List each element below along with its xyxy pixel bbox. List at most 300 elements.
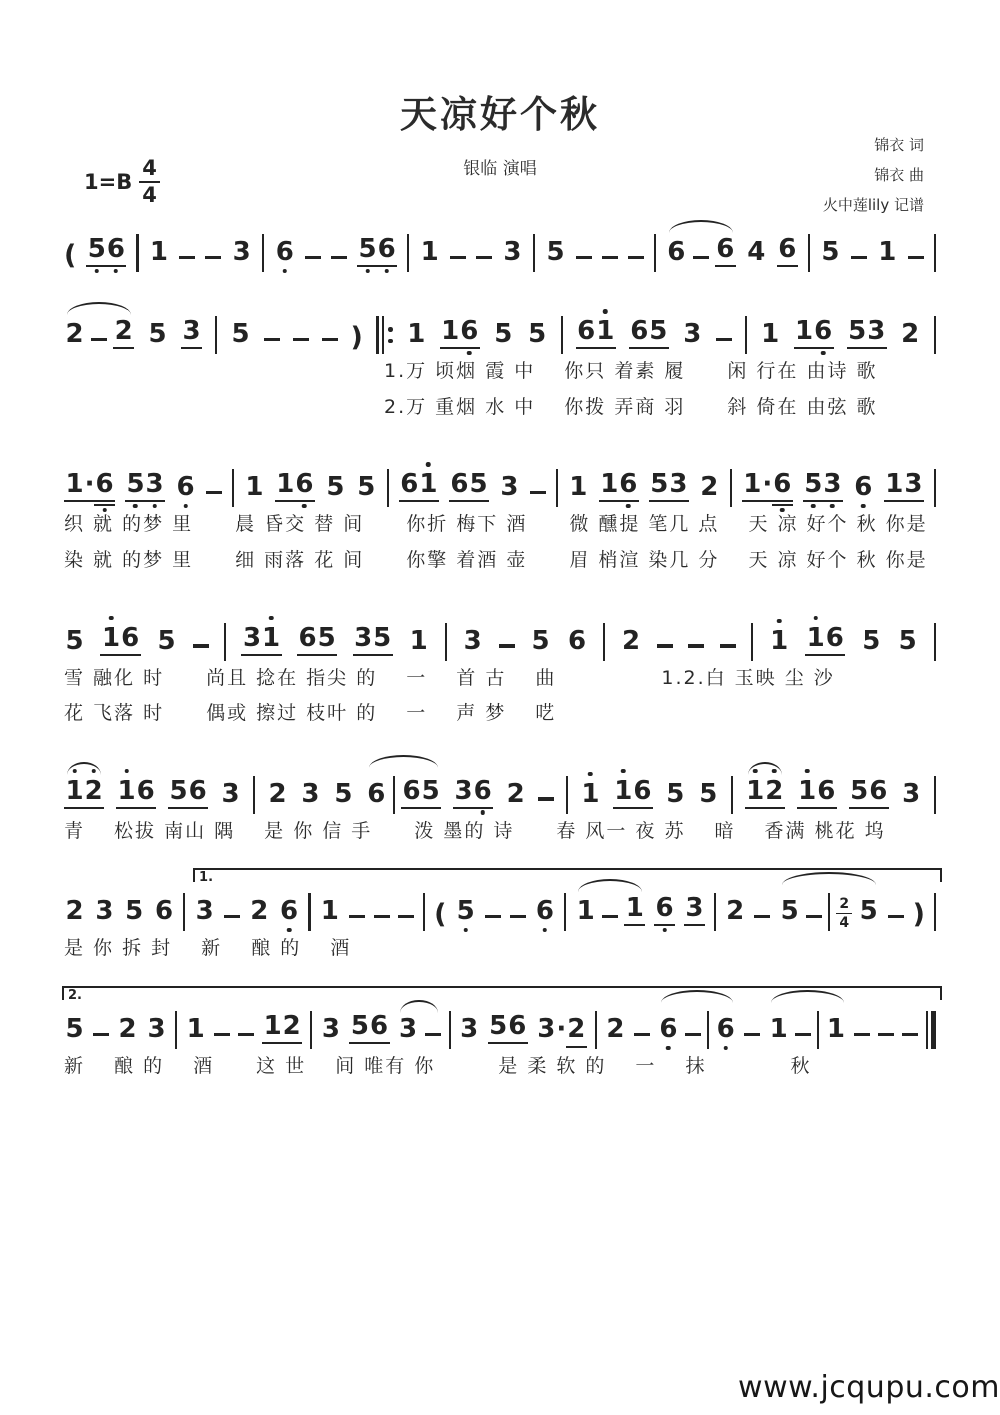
watermark-url: www.jcqupu.com xyxy=(738,1370,1000,1405)
note-beam xyxy=(698,778,719,809)
parenthesis: ) xyxy=(350,322,363,353)
duration-dash xyxy=(305,256,321,259)
lyrics-row: 新 酿 的 酒 这 世 间 唯有 你 是 柔 软 的 一 抹 秋 xyxy=(64,1055,812,1078)
note-beam xyxy=(64,471,115,502)
note-token xyxy=(459,1016,480,1044)
duration-dash xyxy=(902,1033,918,1036)
note-token xyxy=(621,625,642,656)
note-token xyxy=(715,236,736,267)
note-digit: 2 xyxy=(282,1011,301,1042)
note-beam xyxy=(777,236,798,267)
duration-dash xyxy=(293,338,309,341)
note-digit: 5 xyxy=(848,316,867,346)
note-digit: 5 xyxy=(546,237,565,267)
note-beam xyxy=(113,318,134,349)
note-digit: 1 xyxy=(409,625,428,656)
note-token xyxy=(64,775,104,809)
note-token xyxy=(545,239,566,267)
duration-dash xyxy=(685,1033,701,1036)
note-digit: 6 xyxy=(655,895,674,921)
note-beam xyxy=(453,775,493,809)
note-token xyxy=(746,239,767,267)
lyrics-row: 织 就 的梦 里 晨 昏交 替 间 你折 梅下 酒 微 醺提 笔几 点 天 凉 好个 秋 你是 xyxy=(64,513,928,536)
score-line xyxy=(64,291,936,420)
note-token xyxy=(877,239,898,267)
note-beam xyxy=(94,898,115,926)
note-digit: · xyxy=(556,1014,567,1045)
note-beam xyxy=(599,471,639,502)
octave-dot-high xyxy=(588,772,593,777)
score-line xyxy=(64,444,936,573)
note-token xyxy=(760,321,781,349)
note-digit: 3 xyxy=(95,896,114,927)
note-token xyxy=(449,471,489,502)
note-digit: 3 xyxy=(460,1014,479,1045)
note-digit: 6 xyxy=(716,234,735,264)
note-digit: 3 xyxy=(147,1014,166,1045)
octave-dot-low xyxy=(133,504,138,509)
note-token xyxy=(357,236,397,267)
note-token xyxy=(419,239,440,267)
note-token xyxy=(146,1016,167,1044)
time-change-denominator: 4 xyxy=(839,915,850,932)
note-digit: 5 xyxy=(87,236,106,262)
barline xyxy=(533,234,535,272)
note-beam xyxy=(654,895,675,926)
note-beam xyxy=(684,895,705,926)
note-token xyxy=(406,321,427,349)
note-token xyxy=(113,318,134,349)
note-digit: 2 xyxy=(726,896,745,927)
note-digit: 6 xyxy=(659,1016,678,1042)
note-token xyxy=(64,1016,85,1044)
barline xyxy=(564,893,566,931)
note-beam xyxy=(715,236,736,267)
octave-dot-high xyxy=(109,616,114,621)
note-token xyxy=(124,898,145,926)
duration-dash xyxy=(264,338,280,341)
notes-row xyxy=(64,893,936,932)
barline xyxy=(232,469,234,507)
lyrics-row: 1.万 顷烟 霞 中 你只 着素 履 闲 行在 由诗 歌 xyxy=(384,360,878,382)
note-token xyxy=(297,622,337,656)
barline xyxy=(828,893,830,931)
note-digit: 6 xyxy=(136,775,155,806)
note-token xyxy=(185,1016,206,1044)
note-token xyxy=(768,1016,789,1044)
notes-row xyxy=(64,316,936,353)
duration-dash xyxy=(93,1033,109,1036)
note-token xyxy=(666,239,687,267)
duration-dash xyxy=(91,338,107,341)
note-token xyxy=(408,625,429,656)
note-beam xyxy=(861,625,882,656)
note-token xyxy=(319,898,340,926)
barline xyxy=(308,893,310,931)
duration-dash xyxy=(179,256,195,259)
note-beam xyxy=(274,239,295,267)
note-digit: 1 xyxy=(149,237,168,267)
note-beam xyxy=(768,1016,789,1044)
note-digit: 3 xyxy=(398,1014,418,1045)
note-digit: 3 xyxy=(503,237,522,267)
note-token xyxy=(566,625,587,656)
note-beam xyxy=(900,321,921,349)
note-token xyxy=(94,898,115,926)
note-beam xyxy=(760,321,781,349)
note-digit: 1 xyxy=(407,319,426,349)
barline xyxy=(556,469,558,507)
note-beam xyxy=(147,321,168,349)
repeat-start-sign xyxy=(376,316,393,354)
note-digit: 1 xyxy=(420,237,439,267)
note-digit: 1 xyxy=(576,896,595,927)
octave-dot-low xyxy=(662,928,667,933)
duration-dash xyxy=(322,338,338,341)
note-beam xyxy=(64,321,85,349)
note-digit: 5 xyxy=(859,896,878,927)
note-beam xyxy=(877,239,898,267)
note-digit: 5 xyxy=(421,775,440,806)
note-beam xyxy=(230,321,251,349)
octave-dot-low xyxy=(287,928,292,933)
note-beam xyxy=(366,778,387,809)
note-digit: 2 xyxy=(114,316,133,346)
note-token xyxy=(858,898,879,926)
barline xyxy=(731,776,733,814)
note-digit: 5 xyxy=(65,625,84,656)
octave-dot-high xyxy=(813,616,818,621)
note-token xyxy=(769,625,790,656)
octave-dot-low xyxy=(830,504,835,509)
note-beam xyxy=(566,625,587,656)
note-beam xyxy=(847,318,887,349)
slur-group xyxy=(64,318,134,349)
parenthesis: ) xyxy=(912,899,925,931)
note-token xyxy=(397,1016,418,1044)
note-digit: 1 xyxy=(885,469,904,500)
note-token xyxy=(505,778,526,809)
note-token xyxy=(536,1016,587,1044)
duration-dash xyxy=(628,256,644,259)
note-digit: 2 xyxy=(65,896,84,927)
sixteenth-beam xyxy=(94,504,115,507)
duration-dash xyxy=(499,644,515,647)
score-line xyxy=(64,751,936,845)
duration-dash xyxy=(450,256,466,259)
barline xyxy=(136,234,138,272)
note-beam xyxy=(820,239,841,267)
note-token xyxy=(274,239,295,267)
notes-row xyxy=(64,470,936,502)
note-beam xyxy=(231,239,252,267)
note-beam xyxy=(769,625,790,656)
duration-dash xyxy=(425,1033,441,1036)
duration-dash xyxy=(854,1033,870,1036)
note-token xyxy=(580,778,601,809)
volta-label: 2. xyxy=(68,988,82,1004)
note-beam xyxy=(408,625,429,656)
note-token xyxy=(279,898,300,926)
duration-dash xyxy=(538,797,554,800)
note-token xyxy=(168,775,208,809)
slur-group xyxy=(768,1006,846,1044)
note-beam xyxy=(527,321,548,349)
barline xyxy=(934,234,936,272)
note-token xyxy=(267,778,288,809)
score xyxy=(64,209,936,1080)
note-digit: 3 xyxy=(685,893,704,924)
note-beam xyxy=(356,474,377,502)
octave-dot-low xyxy=(183,504,188,509)
note-digit: · xyxy=(762,469,773,500)
note-token xyxy=(884,471,924,502)
note-token xyxy=(568,474,589,502)
note-beam xyxy=(64,775,104,809)
note-digit: 6 xyxy=(825,622,844,653)
note-token xyxy=(699,474,720,502)
note-beam xyxy=(499,474,520,502)
note-beam xyxy=(148,239,169,267)
eighth-beam xyxy=(566,1046,587,1049)
notes-row xyxy=(64,777,936,809)
note-beam xyxy=(357,236,397,267)
note-digit: 1 xyxy=(441,316,460,346)
score-line xyxy=(64,868,936,962)
note-digit: 6 xyxy=(619,471,638,497)
note-digit: 1 xyxy=(614,778,633,804)
note-beam xyxy=(297,622,337,656)
note-digit: 3 xyxy=(867,316,886,346)
note-beam xyxy=(534,898,555,926)
note-beam xyxy=(530,625,551,656)
note-token xyxy=(194,898,215,926)
note-beam xyxy=(146,1016,167,1044)
note-digit: 2 xyxy=(506,778,525,809)
note-token xyxy=(499,474,520,502)
note-token xyxy=(658,1016,679,1044)
note-beam xyxy=(621,625,642,656)
note-digit: 5 xyxy=(862,625,881,656)
note-beam xyxy=(117,1016,138,1044)
note-beam xyxy=(419,239,440,267)
octave-dot-high xyxy=(621,769,626,774)
duration-dash xyxy=(331,256,347,259)
note-digit: 1 xyxy=(806,625,825,651)
octave-dot-low xyxy=(821,351,826,356)
note-token xyxy=(175,474,196,502)
note-digit: 1 xyxy=(770,628,789,654)
note-digit: 6 xyxy=(854,474,873,500)
note-beam xyxy=(746,239,767,267)
duration-dash xyxy=(602,256,618,259)
note-beam xyxy=(794,318,834,349)
note-beam xyxy=(897,625,918,656)
note-digit: 6 xyxy=(176,474,195,500)
note-digit: 5 xyxy=(469,469,488,500)
duration-dash xyxy=(374,915,390,918)
note-digit: 6 xyxy=(400,469,419,500)
note-digit: 1 xyxy=(263,1011,282,1042)
note-digit: 6 xyxy=(106,236,125,262)
octave-dot-low xyxy=(861,504,866,509)
slur-group xyxy=(745,775,785,809)
note-token xyxy=(401,775,441,809)
note-digit: 6 xyxy=(377,236,396,262)
slur-group xyxy=(397,1016,440,1044)
note-token xyxy=(86,236,126,267)
repeat-thick-bar xyxy=(376,316,380,354)
note-digit: 6 xyxy=(402,775,421,806)
note-digit: 5 xyxy=(650,469,669,500)
duration-dash xyxy=(510,915,526,918)
note-digit: 5 xyxy=(231,319,250,349)
note-beam xyxy=(319,898,340,926)
note-beam xyxy=(462,625,483,656)
note-token xyxy=(605,1016,626,1044)
lyrics-row: 花 飞落 时 偶或 擦过 枝叶 的 一 声 梦 呓 xyxy=(64,702,557,725)
octave-dot-high xyxy=(426,462,431,467)
note-digit: 5 xyxy=(531,625,550,656)
time-signature-numerator: 4 xyxy=(139,158,160,183)
duration-dash xyxy=(349,915,365,918)
note-digit: 1 xyxy=(186,1014,205,1045)
note-digit: 5 xyxy=(157,625,176,656)
note-beam xyxy=(658,1016,679,1044)
note-beam xyxy=(568,474,589,502)
note-digit: 6 xyxy=(154,896,174,927)
note-digit: 6 xyxy=(716,1016,735,1042)
note-token xyxy=(820,239,841,267)
note-token xyxy=(613,775,653,809)
note-beam xyxy=(682,321,703,349)
octave-dot-high xyxy=(603,309,608,314)
note-token xyxy=(231,239,252,267)
note-beam xyxy=(353,622,393,656)
barline xyxy=(934,623,936,661)
page-title: 天凉好个秋 xyxy=(400,93,600,136)
note-digit: 3 xyxy=(221,778,240,809)
note-beam xyxy=(575,898,596,926)
note-digit: 3 xyxy=(902,778,921,809)
barline xyxy=(215,316,217,354)
duration-dash xyxy=(206,491,222,494)
note-token xyxy=(794,318,834,349)
repeat-dot xyxy=(388,327,393,332)
note-beam xyxy=(505,778,526,809)
note-token xyxy=(825,1016,846,1044)
note-beam xyxy=(629,318,669,349)
duration-dash xyxy=(602,915,618,918)
note-digit: 2 xyxy=(268,778,287,809)
note-digit: 1 xyxy=(769,1014,788,1045)
note-digit: 1 xyxy=(245,472,264,503)
note-digit: 6 xyxy=(473,778,492,804)
note-beam xyxy=(605,1016,626,1044)
note-beam xyxy=(262,1013,302,1044)
slur-group xyxy=(366,771,441,809)
note-token xyxy=(333,778,354,809)
notes-row xyxy=(64,234,936,271)
note-beam xyxy=(125,471,165,502)
octave-dot-low xyxy=(95,269,100,274)
note-token xyxy=(399,471,439,502)
note-beam xyxy=(64,1016,85,1044)
note-digit: 6 xyxy=(630,316,649,346)
duration-dash xyxy=(224,915,240,918)
note-beam xyxy=(320,1016,341,1044)
barline xyxy=(183,893,185,931)
note-beam xyxy=(797,775,837,809)
note-token xyxy=(100,622,140,656)
note-digit: 5 xyxy=(65,1014,84,1045)
octave-dot-high xyxy=(124,769,129,774)
note-digit: 6 xyxy=(535,898,554,924)
note-digit: 2 xyxy=(901,319,920,349)
note-digit: 2 xyxy=(65,319,84,349)
duration-dash xyxy=(795,1033,811,1036)
notes-row xyxy=(64,624,936,656)
note-token xyxy=(502,239,523,267)
note-digit: 5 xyxy=(489,1011,508,1042)
lyrics-row: 染 就 的梦 里 细 雨落 花 间 你擎 着酒 壶 眉 梢渲 染几 分 天 凉 好个 秋 你是 xyxy=(64,548,928,571)
octave-dot-low xyxy=(384,269,389,274)
note-digit: 6 xyxy=(773,471,792,497)
note-token xyxy=(353,622,393,656)
note-token xyxy=(320,1016,341,1044)
header xyxy=(64,84,936,214)
note-token xyxy=(455,898,476,926)
credit-lyricist: 锦衣 词 xyxy=(874,136,924,154)
note-token xyxy=(698,778,719,809)
note-token xyxy=(803,471,843,502)
note-digit: 4 xyxy=(747,237,766,267)
note-digit: 3 xyxy=(232,237,251,267)
barline xyxy=(714,893,716,931)
slur-group xyxy=(666,236,736,267)
note-beam xyxy=(279,898,300,926)
note-token xyxy=(684,895,705,926)
slur-group xyxy=(64,775,104,809)
note-beam xyxy=(401,775,441,809)
note-token xyxy=(797,775,837,809)
note-digit: 2 xyxy=(700,472,719,503)
note-beam xyxy=(275,471,315,502)
note-digit: 1 xyxy=(101,625,120,651)
note-digit: 5 xyxy=(326,472,345,503)
note-beam xyxy=(580,778,601,809)
note-digit: 6 xyxy=(369,1011,389,1042)
note-digit: 5 xyxy=(125,896,144,927)
duration-dash xyxy=(530,491,546,494)
note-digit: 1 xyxy=(878,237,897,267)
octave-dot-low xyxy=(467,351,472,356)
note-beam xyxy=(325,474,346,502)
note-beam xyxy=(181,318,202,349)
note-digit: 5 xyxy=(666,778,685,809)
note-token xyxy=(262,1013,302,1044)
note-digit: 1 xyxy=(262,625,281,651)
note-digit: 5 xyxy=(699,778,718,809)
duration-dash xyxy=(851,256,867,259)
note-digit: 3 xyxy=(195,896,214,927)
note-token xyxy=(349,1013,389,1044)
note-token xyxy=(629,318,669,349)
note-token xyxy=(64,625,85,656)
note-digit: 3 xyxy=(463,625,482,656)
octave-dot-high xyxy=(805,769,810,774)
note-token xyxy=(249,898,270,926)
